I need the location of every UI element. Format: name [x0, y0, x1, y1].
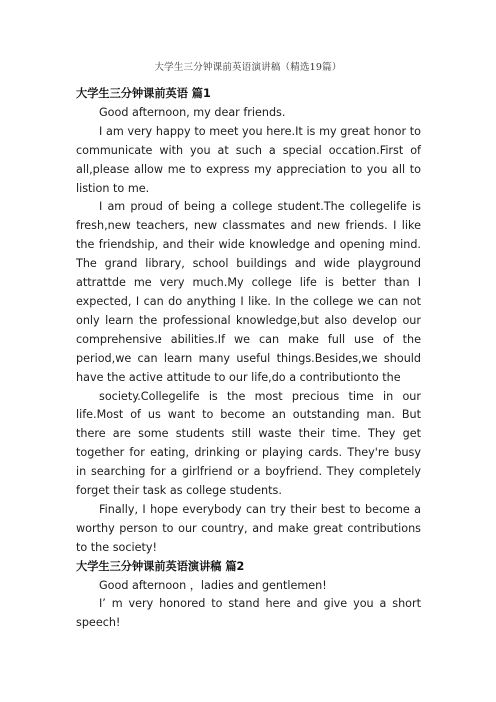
paragraph: I’ m very honored to stand here and give you a short speech! — [76, 597, 421, 630]
section-heading: 大学生三分钟课前英语 篇1 — [76, 87, 211, 100]
paragraph: I am very happy to meet you here.It is my great honor to communicate with you at such a special occation.First of all,please allow me to express my appreciation to you all to listion to me. — [76, 124, 421, 195]
section-1 — [76, 85, 421, 558]
paragraph: Finally, I hope everybody can try their best to become a worthy person to our country, and make great contributions to the society! — [76, 502, 421, 554]
paragraph: society.Collegelife is the most precious time in our life.Most of us want to become an outstanding man. But there are some students still waste their time. They get together for eating, drinking or playing cards. They're busy in searching for a girlfriend or a boyfriend. They completely forget their task as college students. — [76, 389, 421, 498]
paragraph: I am proud of being a college student.The collegelife is fresh,new teachers, new classmates and new friends. I like the friendship, and their wide knowledge and opening mind. The grand library, school buildings and wide playground attrattde me very much.My college life is better than I expected, I can do anything I like. In the college we can not only learn the professional knowledge,but also develop our comprehensive abilities.If we can make full use of the period,we can learn many useful things.Besides,we should have the active attitude to our life,do a contributionto the — [76, 200, 421, 384]
document-title: 大学生三分钟课前英语演讲稿（精选19篇） — [154, 62, 342, 73]
section-2 — [76, 558, 421, 634]
paragraph: Good afternoon, my dear friends. — [99, 105, 286, 119]
section-heading: 大学生三分钟课前英语演讲稿 篇2 — [76, 559, 245, 573]
document-body — [76, 85, 421, 633]
paragraph: Good afternoon ，ladies and gentlemen! — [99, 578, 327, 592]
